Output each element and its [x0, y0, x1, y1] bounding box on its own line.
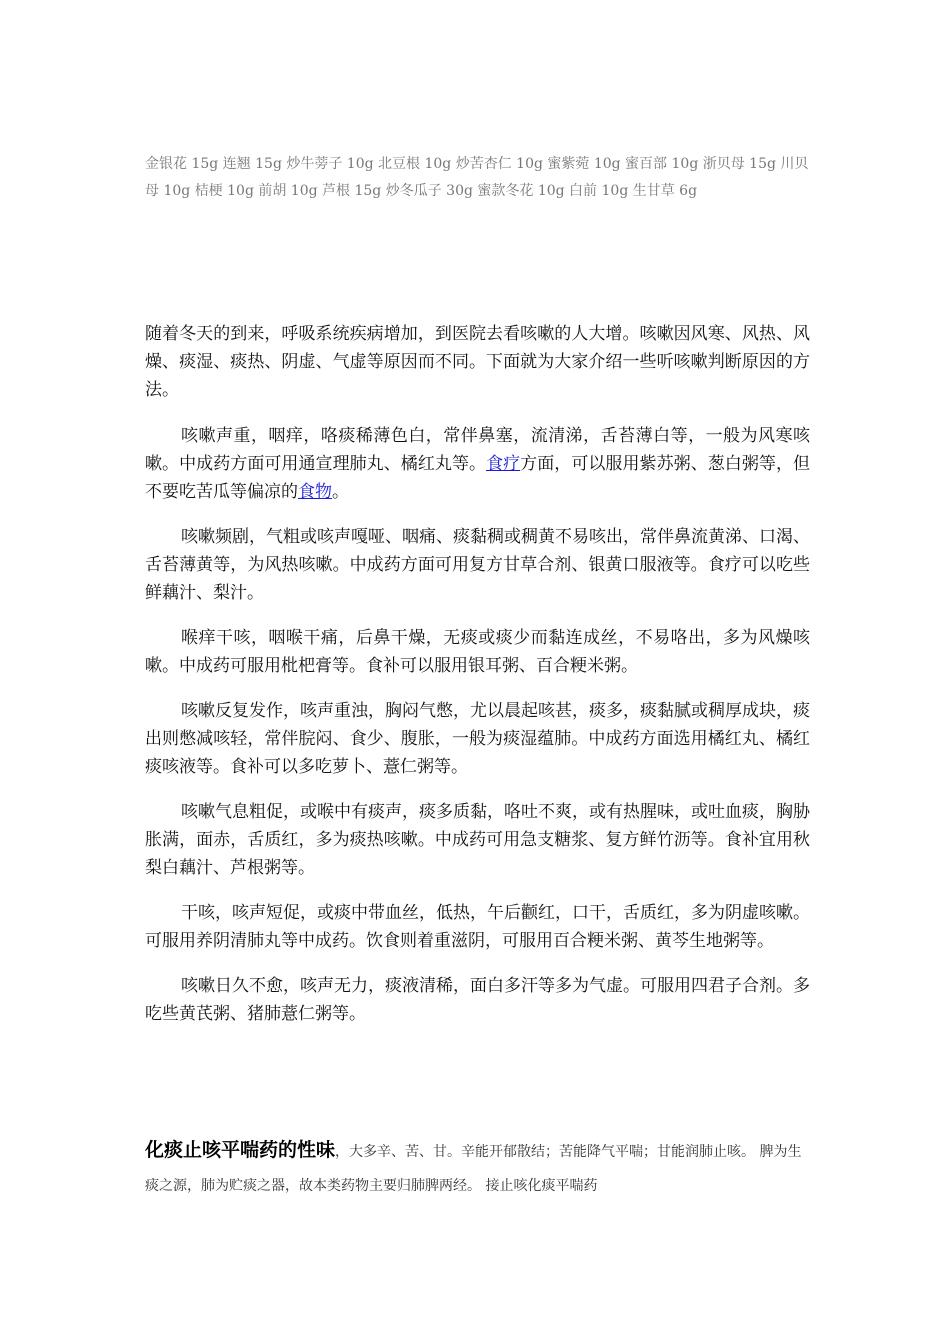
- qi-deficiency-paragraph: 咳嗽日久不愈，咳声无力，痰液清稀，面白多汗等多为气虚。可服用四君子合剂。多吃些黄芪粥、猪肺薏仁粥等。: [145, 976, 810, 1024]
- phlegm-heat-paragraph: 咳嗽气息粗促，或喉中有痰声，痰多质黏，咯吐不爽，或有热腥味，或吐血痰，胸胁胀满，面赤，舌质红，多为痰热咳嗽。中成药可用急支糖浆、复方鲜竹沥等。食补宜用秋梨白藕汁、芦根粥等。: [145, 802, 810, 878]
- herb-properties-paragraph: [145, 1133, 810, 1203]
- food-link[interactable]: 食物: [298, 482, 332, 502]
- wind-dry-paragraph: 喉痒干咳，咽喉干痛，后鼻干燥，无痰或痰少而黏连成丝，不易咯出，多为风燥咳嗽。中成药可服用枇杷膏等。食补可以服用银耳粥、百合粳米粥。: [145, 628, 810, 676]
- wind-cold-text-b: 方面，可以服用紫苏粥、葱白粥等，但不要吃苦瓜等偏凉的: [145, 454, 811, 502]
- cough-article: [145, 320, 810, 1045]
- herb-properties-text: ，大多辛、苦、甘。辛能开郁散结；苦能降气平喘；甘能润肺止咳。 脾为生痰之源，肺为贮痰之器，故本类药物主要归肺脾两经。 接止咳化痰平喘药: [145, 1144, 802, 1194]
- yin-deficiency-paragraph: 干咳，咳声短促，或痰中带血丝，低热，午后颧红，口干，舌质红，多为阴虚咳嗽。可服用养阴清肺丸等中成药。饮食则着重滋阴，可服用百合粳米粥、黄芩生地粥等。: [145, 903, 810, 951]
- wind-heat-paragraph: 咳嗽频剧，气粗或咳声嘎哑、咽痛、痰黏稠或稠黄不易咳出，常伴鼻流黄涕、口渴、舌苔薄黄等，为风热咳嗽。中成药方面可用复方甘草合剂、银黄口服液等。食疗可以吃些鲜藕汁、梨汁。: [145, 527, 810, 603]
- herb-properties-heading: 化痰止咳平喘药的性味: [145, 1139, 336, 1161]
- wind-cold-text-c: 。: [332, 482, 349, 502]
- intro-paragraph: 随着冬天的到来，呼吸系统疾病增加，到医院去看咳嗽的人大增。咳嗽因风寒、风热、风燥、痰湿、痰热、阴虚、气虚等原因而不同。下面就为大家介绍一些听咳嗽判断原因的方法。: [145, 324, 810, 400]
- diet-therapy-link[interactable]: 食疗: [486, 454, 521, 474]
- herbal-recipe: 金银花 15g 连翘 15g 炒牛蒡子 10g 北豆根 10g 炒苦杏仁 10g 蜜紫菀 10g 蜜百部 10g 浙贝母 15g 川贝母 10g 桔梗 10g 前胡 10g 芦根 15g 炒冬瓜子 30g 蜜款冬花 10g 白前 10g 生甘草 6g: [145, 156, 809, 199]
- wind-cold-paragraph: [145, 422, 810, 506]
- wind-cold-text-a: 咳嗽声重，咽痒，咯痰稀薄色白，常伴鼻塞，流清涕，舌苔薄白等，一般为风寒咳嗽。中成药方面可用通宣理肺丸、橘红丸等。: [145, 426, 810, 474]
- phlegm-damp-paragraph: 咳嗽反复发作，咳声重浊，胸闷气憋，尤以晨起咳甚，痰多，痰黏腻或稠厚成块，痰出则憋减咳轻，常伴脘闷、食少、腹胀，一般为痰湿蕴肺。中成药方面选用橘红丸、橘红痰咳液等。食补可以多吃萝卜、薏仁粥等。: [145, 701, 810, 777]
